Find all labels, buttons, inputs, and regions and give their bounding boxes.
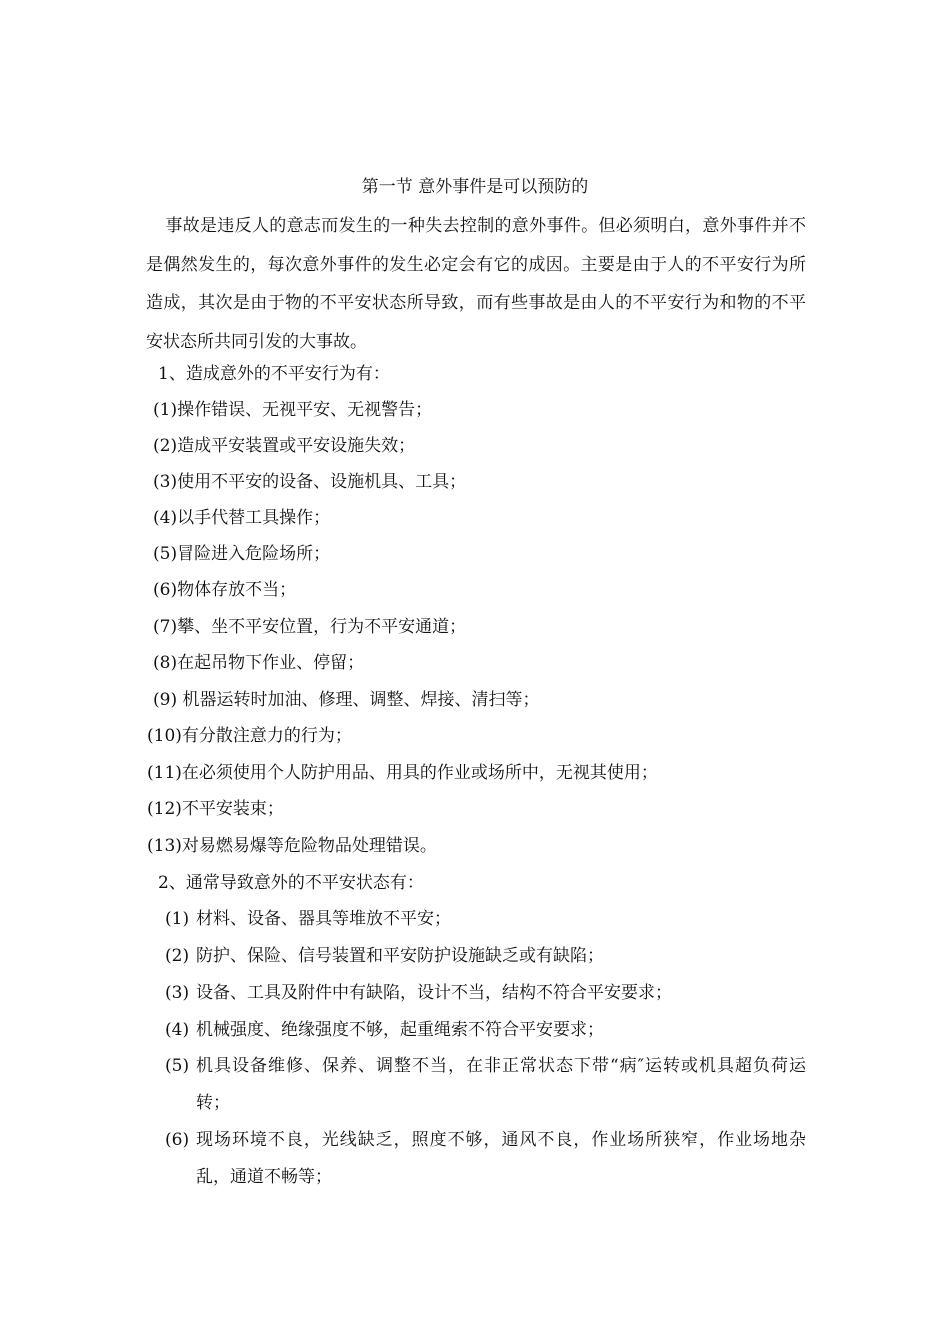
item-number: (6) bbox=[165, 1130, 190, 1150]
section2-heading: 2、通常导致意外的不平安状态有： bbox=[158, 873, 424, 893]
item-number: (1) bbox=[165, 909, 190, 929]
section2-item bbox=[165, 1122, 806, 1196]
item-text: 机具设备维修、保养、调整不当，在非正常状态下带“病″运转或机具超负荷运转； bbox=[196, 1056, 806, 1113]
section2-item bbox=[165, 1012, 806, 1049]
item-number: (2) bbox=[165, 946, 190, 966]
section1-item: (11)在必须使用个人防护用品、用具的作业或场所中，无视其使用； bbox=[147, 763, 658, 783]
section-title: 第一节 意外事件是可以预防的 bbox=[361, 177, 589, 197]
section1-item: (10)有分散注意力的行为； bbox=[147, 726, 352, 746]
section1-heading: 1、造成意外的不平安行为有： bbox=[158, 364, 390, 384]
section1-item: (3)使用不平安的设备、设施机具、工具； bbox=[153, 472, 467, 492]
section1-item: (4)以手代替工具操作； bbox=[153, 508, 331, 528]
section2-item bbox=[165, 975, 806, 1012]
section1-item: (12)不平安装束； bbox=[147, 799, 284, 819]
section1-item: (1)操作错误、无视平安、无视警告； bbox=[153, 400, 433, 420]
section1-item: (13)对易燃易爆等危险物品处理错误。 bbox=[147, 836, 437, 856]
section1-item: (6)物体存放不当； bbox=[153, 580, 297, 600]
item-text: 防护、保险、信号装置和平安防护设施缺乏或有缺陷； bbox=[196, 946, 604, 966]
section1-item: (7)攀、坐不平安位置，行为不平安通道； bbox=[153, 617, 467, 637]
item-number: (4) bbox=[165, 1020, 190, 1040]
section1-item: (5)冒险进入危险场所； bbox=[153, 544, 331, 564]
item-text: 现场环境不良，光线缺乏，照度不够，通风不良，作业场所狭窄，作业场地杂乱，通道不畅等； bbox=[196, 1130, 806, 1187]
item-text: 材料、设备、器具等堆放不平安； bbox=[196, 909, 451, 929]
item-number: (3) bbox=[165, 983, 190, 1003]
section1-item: (8)在起吊物下作业、停留； bbox=[153, 653, 365, 673]
section1-item: (9) 机器运转时加油、修理、调整、焊接、清扫等； bbox=[153, 690, 540, 710]
item-text: 设备、工具及附件中有缺陷，设计不当，结构不符合平安要求； bbox=[196, 983, 672, 1003]
intro-paragraph bbox=[146, 207, 806, 361]
item-text: 机械强度、绝缘强度不够，起重绳索不符合平安要求； bbox=[196, 1020, 604, 1040]
intro-text: 事故是违反人的意志而发生的一种失去控制的意外事件。但必须明白，意外事件并不是偶然发生的，每次意外事件的发生必定会有它的成因。主要是由于人的不平安行为所造成，其次是由于物的不平安状态所导致，而有些事故是由人的不平安行为和物的不平安状态所共同引发的大事故。 bbox=[146, 216, 806, 352]
section2-item bbox=[165, 938, 806, 975]
section2-item bbox=[165, 901, 806, 938]
section1-item: (2)造成平安装置或平安设施失效； bbox=[153, 436, 416, 456]
section2-item bbox=[165, 1048, 806, 1122]
item-number: (5) bbox=[165, 1056, 190, 1076]
